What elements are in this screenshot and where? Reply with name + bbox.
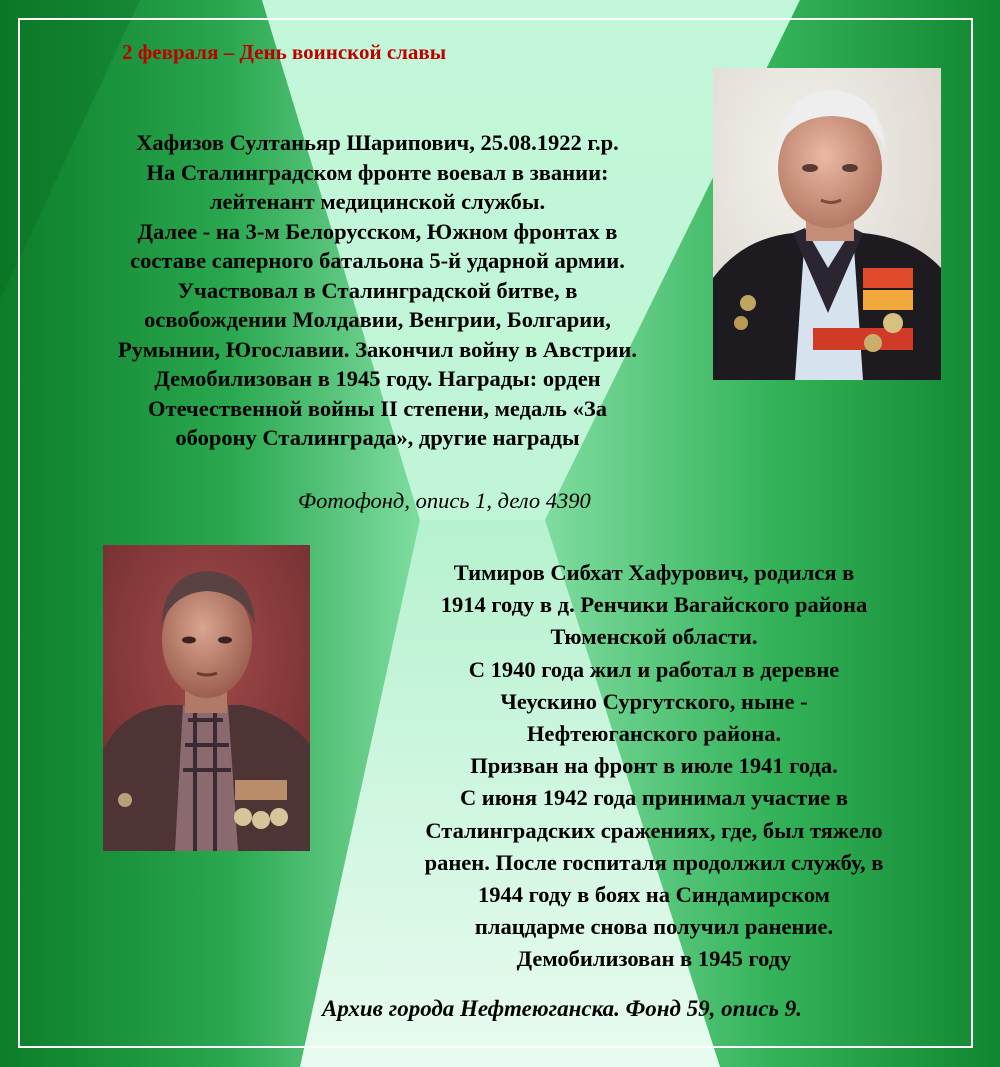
bio-line: Румынии, Югославии. Закончил войну в Австрии. — [118, 336, 637, 362]
bio-line: Демобилизован в 1945 году — [516, 946, 792, 972]
veteran-1-photo — [713, 68, 941, 380]
bio-line: Демобилизован в 1945 году. Награды: орден — [154, 366, 601, 391]
bio-line: Призван на фронт в июле 1941 года. — [470, 753, 838, 779]
veteran-2-bio — [344, 557, 964, 976]
bio-line: ранен. После госпиталя продолжил службу, в — [424, 849, 884, 875]
bio-line: Тимиров Сибхат Хафурович, родился в — [453, 560, 855, 585]
veteran-1-bio — [30, 128, 725, 453]
bio-line: Сталинградских сражениях, где, был тяжело — [425, 817, 883, 843]
bio-line: освобождении Молдавии, Венгрии, Болгарии, — [144, 307, 611, 332]
veteran-2-photo — [103, 545, 310, 851]
bio-line: плацдарме снова получил ранение. — [474, 914, 834, 940]
bio-line: составе саперного батальона 5-й ударной армии. — [130, 248, 625, 273]
bio-line: Отечественной войны II степени, медаль «За — [148, 395, 607, 421]
bio-line: С 1940 года жил и работал в деревне — [468, 656, 840, 682]
veteran-1-source: Фотофонд, опись 1, дело 4390 — [298, 488, 591, 513]
bio-line: Чеускино Сургутского, ныне - — [500, 688, 808, 714]
bio-line: Участвовал в Сталинградской битве, в — [177, 277, 578, 303]
bio-line: Хафизов Султаньяр Шарипович, 25.08.1922 г.р. — [136, 130, 619, 155]
bio-line: Далее - на 3-м Белорусском, Южном фронтах в — [137, 218, 618, 244]
bio-line: оборону Сталинграда», другие награды — [175, 425, 580, 450]
portrait-image — [713, 68, 941, 380]
portrait-image — [103, 545, 310, 851]
bio-line: На Сталинградском фронте воевал в звании: — [146, 159, 609, 185]
bio-line: Нефтеюганского района. — [526, 721, 782, 747]
bio-line: 1944 году в боях на Синдамирском — [478, 882, 830, 908]
bio-line: С июня 1942 года принимал участие в — [459, 785, 849, 811]
bio-line: лейтенант медицинской службы. — [209, 189, 546, 214]
veteran-2-source: Архив города Нефтеюганска. Фонд 59, опись 9. — [322, 996, 802, 1021]
bio-line: Тюменской области. — [550, 624, 758, 650]
bio-line: 1914 году в д. Ренчики Вагайского района — [440, 592, 868, 618]
page-title: 2 февраля – День воинской славы — [122, 40, 447, 64]
